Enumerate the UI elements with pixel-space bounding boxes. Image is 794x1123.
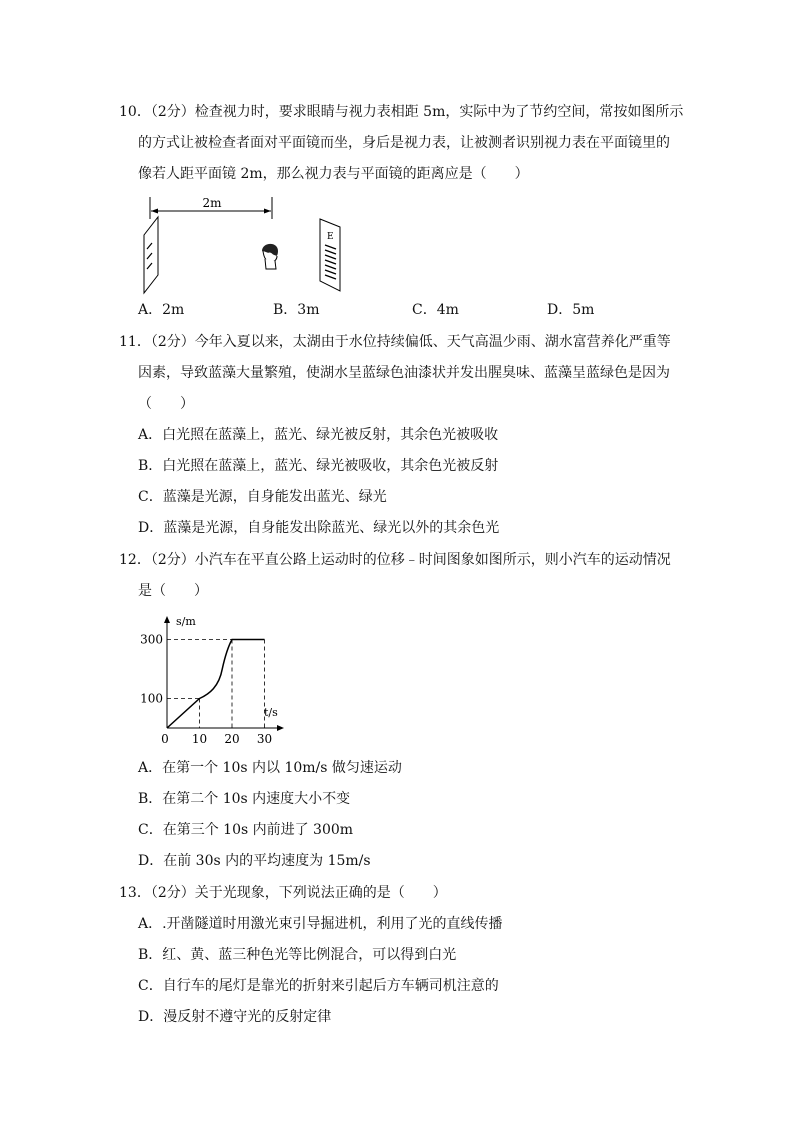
- q10-option-b: B．3m: [273, 302, 320, 318]
- q10-stem-line1: 10．（2分）检查视力时，要求眼睛与视力表相距 5m，实际中为了节约空间，常按如图所示: [119, 104, 684, 120]
- q10-option-c: C．4m: [412, 302, 459, 318]
- q10-stem-line3: 像若人距平面镜 2m，那么视力表与平面镜的距离应是（ ）: [138, 166, 529, 182]
- q12-stem-line1: 12．（2分）小汽车在平直公路上运动时的位移﹣时间图象如图所示，则小汽车的运动情况: [119, 552, 671, 568]
- q11-option-b: B．白光照在蓝藻上，蓝光、绿光被吸收，其余色光被反射: [138, 458, 499, 474]
- x-tick-label: 30: [256, 732, 273, 744]
- eye-chart: [320, 219, 340, 291]
- y-tick-label: 100: [140, 691, 163, 706]
- person-head-icon: [262, 244, 278, 269]
- y-axis-label: s/m: [176, 615, 196, 628]
- eye-chart-letter: E: [327, 232, 334, 242]
- q13-option-a: A．.开凿隧道时用激光束引导掘进机，利用了光的直线传播: [138, 916, 503, 932]
- distance-label: 2m: [202, 196, 222, 210]
- q11-stem-line2: 因素，导致蓝藻大量繁殖，使湖水呈蓝绿色油漆状并发出腥臭味、蓝藻呈蓝绿色是因为: [138, 365, 670, 381]
- q13-option-d: D．漫反射不遵守光的反射定律: [138, 1009, 332, 1025]
- x-tick-label: 20: [224, 732, 240, 744]
- q12-option-c: C．在第三个 10s 内前进了 300m: [138, 822, 354, 838]
- plane-mirror: [144, 217, 158, 293]
- q10-stem-line2: 的方式让被检查者面对平面镜而坐，身后是视力表，让被测者识别视力表在平面镜里的: [138, 135, 670, 151]
- q10-option-a: A．2m: [138, 302, 185, 318]
- chart-series-line: [167, 640, 265, 729]
- y-axis-arrow: [164, 616, 170, 623]
- q12-stem-line2: 是（ ）: [138, 583, 208, 599]
- q11-stem-line1: 11．（2分）今年入夏以来，太湖由于水位持续偏低、天气高温少雨、湖水富营养化严重等: [119, 334, 671, 350]
- q11-option-d: D．蓝藻是光源，自身能发出除蓝光、绿光以外的其余色光: [138, 520, 500, 536]
- q13-option-c: C．自行车的尾灯是靠光的折射来引起后方车辆司机注意的: [138, 978, 499, 994]
- q11-stem-line3: （ ）: [138, 396, 194, 412]
- x-tick-label: 0: [161, 732, 169, 744]
- q12-option-b: B．在第二个 10s 内速度大小不变: [138, 791, 351, 807]
- q13-stem-line1: 13．（2分）关于光现象，下列说法正确的是（ ）: [119, 885, 447, 901]
- mirror-figure: [134, 193, 354, 295]
- q12-option-a: A．在第一个 10s 内以 10m/s 做匀速运动: [138, 760, 402, 776]
- q11-option-a: A．白光照在蓝藻上，蓝光、绿光被反射，其余色光被吸收: [138, 427, 499, 443]
- displacement-time-chart: [140, 608, 290, 744]
- q11-option-c: C．蓝藻是光源，自身能发出蓝光、绿光: [138, 489, 387, 505]
- q10-option-d: D．5m: [547, 302, 595, 318]
- q13-option-b: B．红、黄、蓝三种色光等比例混合，可以得到白光: [138, 947, 457, 963]
- x-axis-label: t/s: [264, 706, 278, 719]
- x-axis-arrow: [277, 725, 284, 731]
- q12-option-d: D．在前 30s 内的平均速度为 15m/s: [138, 853, 371, 869]
- x-tick-label: 10: [191, 732, 208, 744]
- y-tick-label: 300: [140, 632, 163, 647]
